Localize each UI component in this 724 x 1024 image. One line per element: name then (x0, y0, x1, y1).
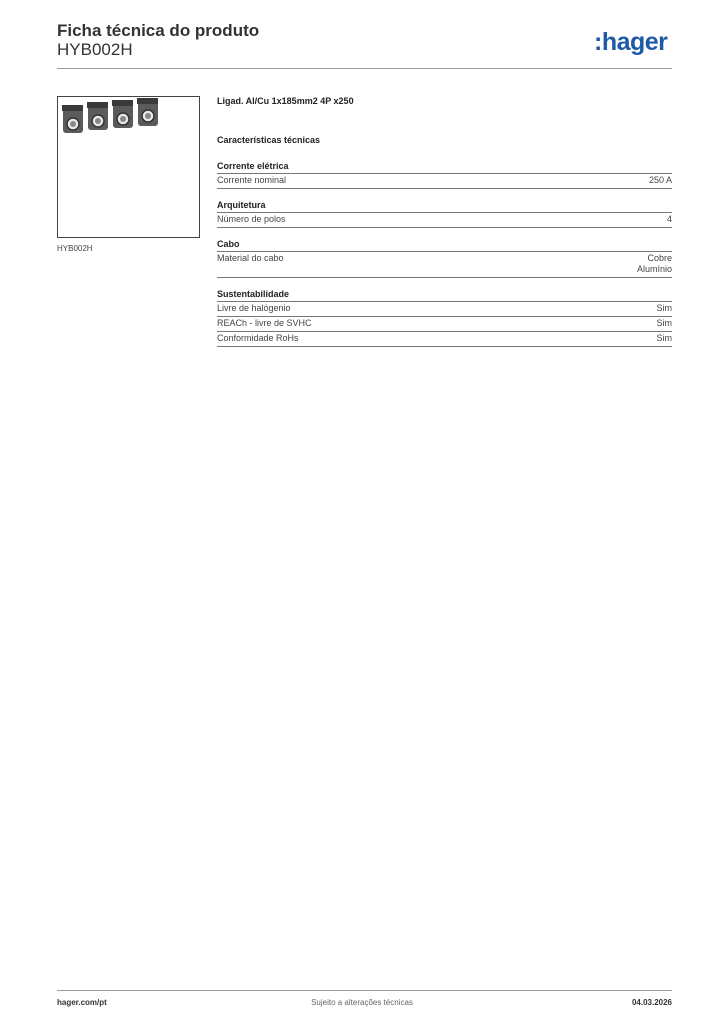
characteristics-heading: Características técnicas (217, 135, 321, 145)
spec-label: Livre de halógenio (217, 303, 291, 313)
product-image (58, 97, 199, 237)
group-title: Cabo (217, 238, 672, 252)
spec-label: Número de polos (217, 214, 286, 224)
terminal-connector-1 (62, 105, 83, 133)
spec-value: 4 (666, 214, 672, 224)
terminal-connector-2 (87, 102, 108, 130)
spec-row (217, 213, 672, 228)
footer-notice: Sujeito a alterações técnicas (311, 998, 413, 1007)
spec-row (217, 317, 672, 332)
terminal-connector-3 (112, 100, 133, 128)
spec-label: Corrente nominal (217, 175, 287, 185)
product-description: Ligad. Al/Cu 1x185mm2 4P x250 (217, 96, 354, 106)
spec-value-line: Cobre (647, 253, 672, 263)
group-title: Sustentabilidade (217, 288, 672, 302)
spec-value (637, 253, 672, 275)
footer-date: 04.03.2026 (631, 998, 672, 1007)
product-image-frame (57, 96, 200, 238)
technical-sheet (217, 96, 672, 357)
spec-value-line: Alumínio (636, 264, 672, 274)
spec-label: REACh - livre de SVHC (217, 318, 312, 328)
logo-colon-icon: : (594, 28, 602, 56)
logo-text: hager (601, 28, 668, 56)
group-electrical-current (217, 160, 672, 189)
footer-website-link[interactable]: hager.com/pt (57, 998, 107, 1007)
group-title: Corrente elétrica (217, 160, 672, 174)
spec-value: Sim (656, 333, 672, 343)
spec-value: Sim (656, 303, 672, 313)
header-divider (57, 68, 672, 69)
spec-row (217, 302, 672, 317)
terminal-connector-4 (137, 98, 158, 126)
footer-divider (57, 990, 672, 991)
spec-value: Sim (656, 318, 672, 328)
document-title: Ficha técnica do produto (57, 21, 260, 40)
spec-label: Material do cabo (217, 253, 284, 263)
group-sustainability (217, 288, 672, 347)
spec-value: 250 A (648, 175, 672, 185)
spec-row (217, 332, 672, 347)
hager-logo (594, 28, 667, 57)
group-cable (217, 238, 672, 278)
spec-label: Conformidade RoHs (217, 333, 299, 343)
group-title: Arquitetura (217, 199, 672, 213)
image-caption: HYB002H (57, 244, 93, 253)
spec-row (217, 252, 672, 278)
product-code: HYB002H (57, 40, 133, 59)
group-architecture (217, 199, 672, 228)
spec-row (217, 174, 672, 189)
